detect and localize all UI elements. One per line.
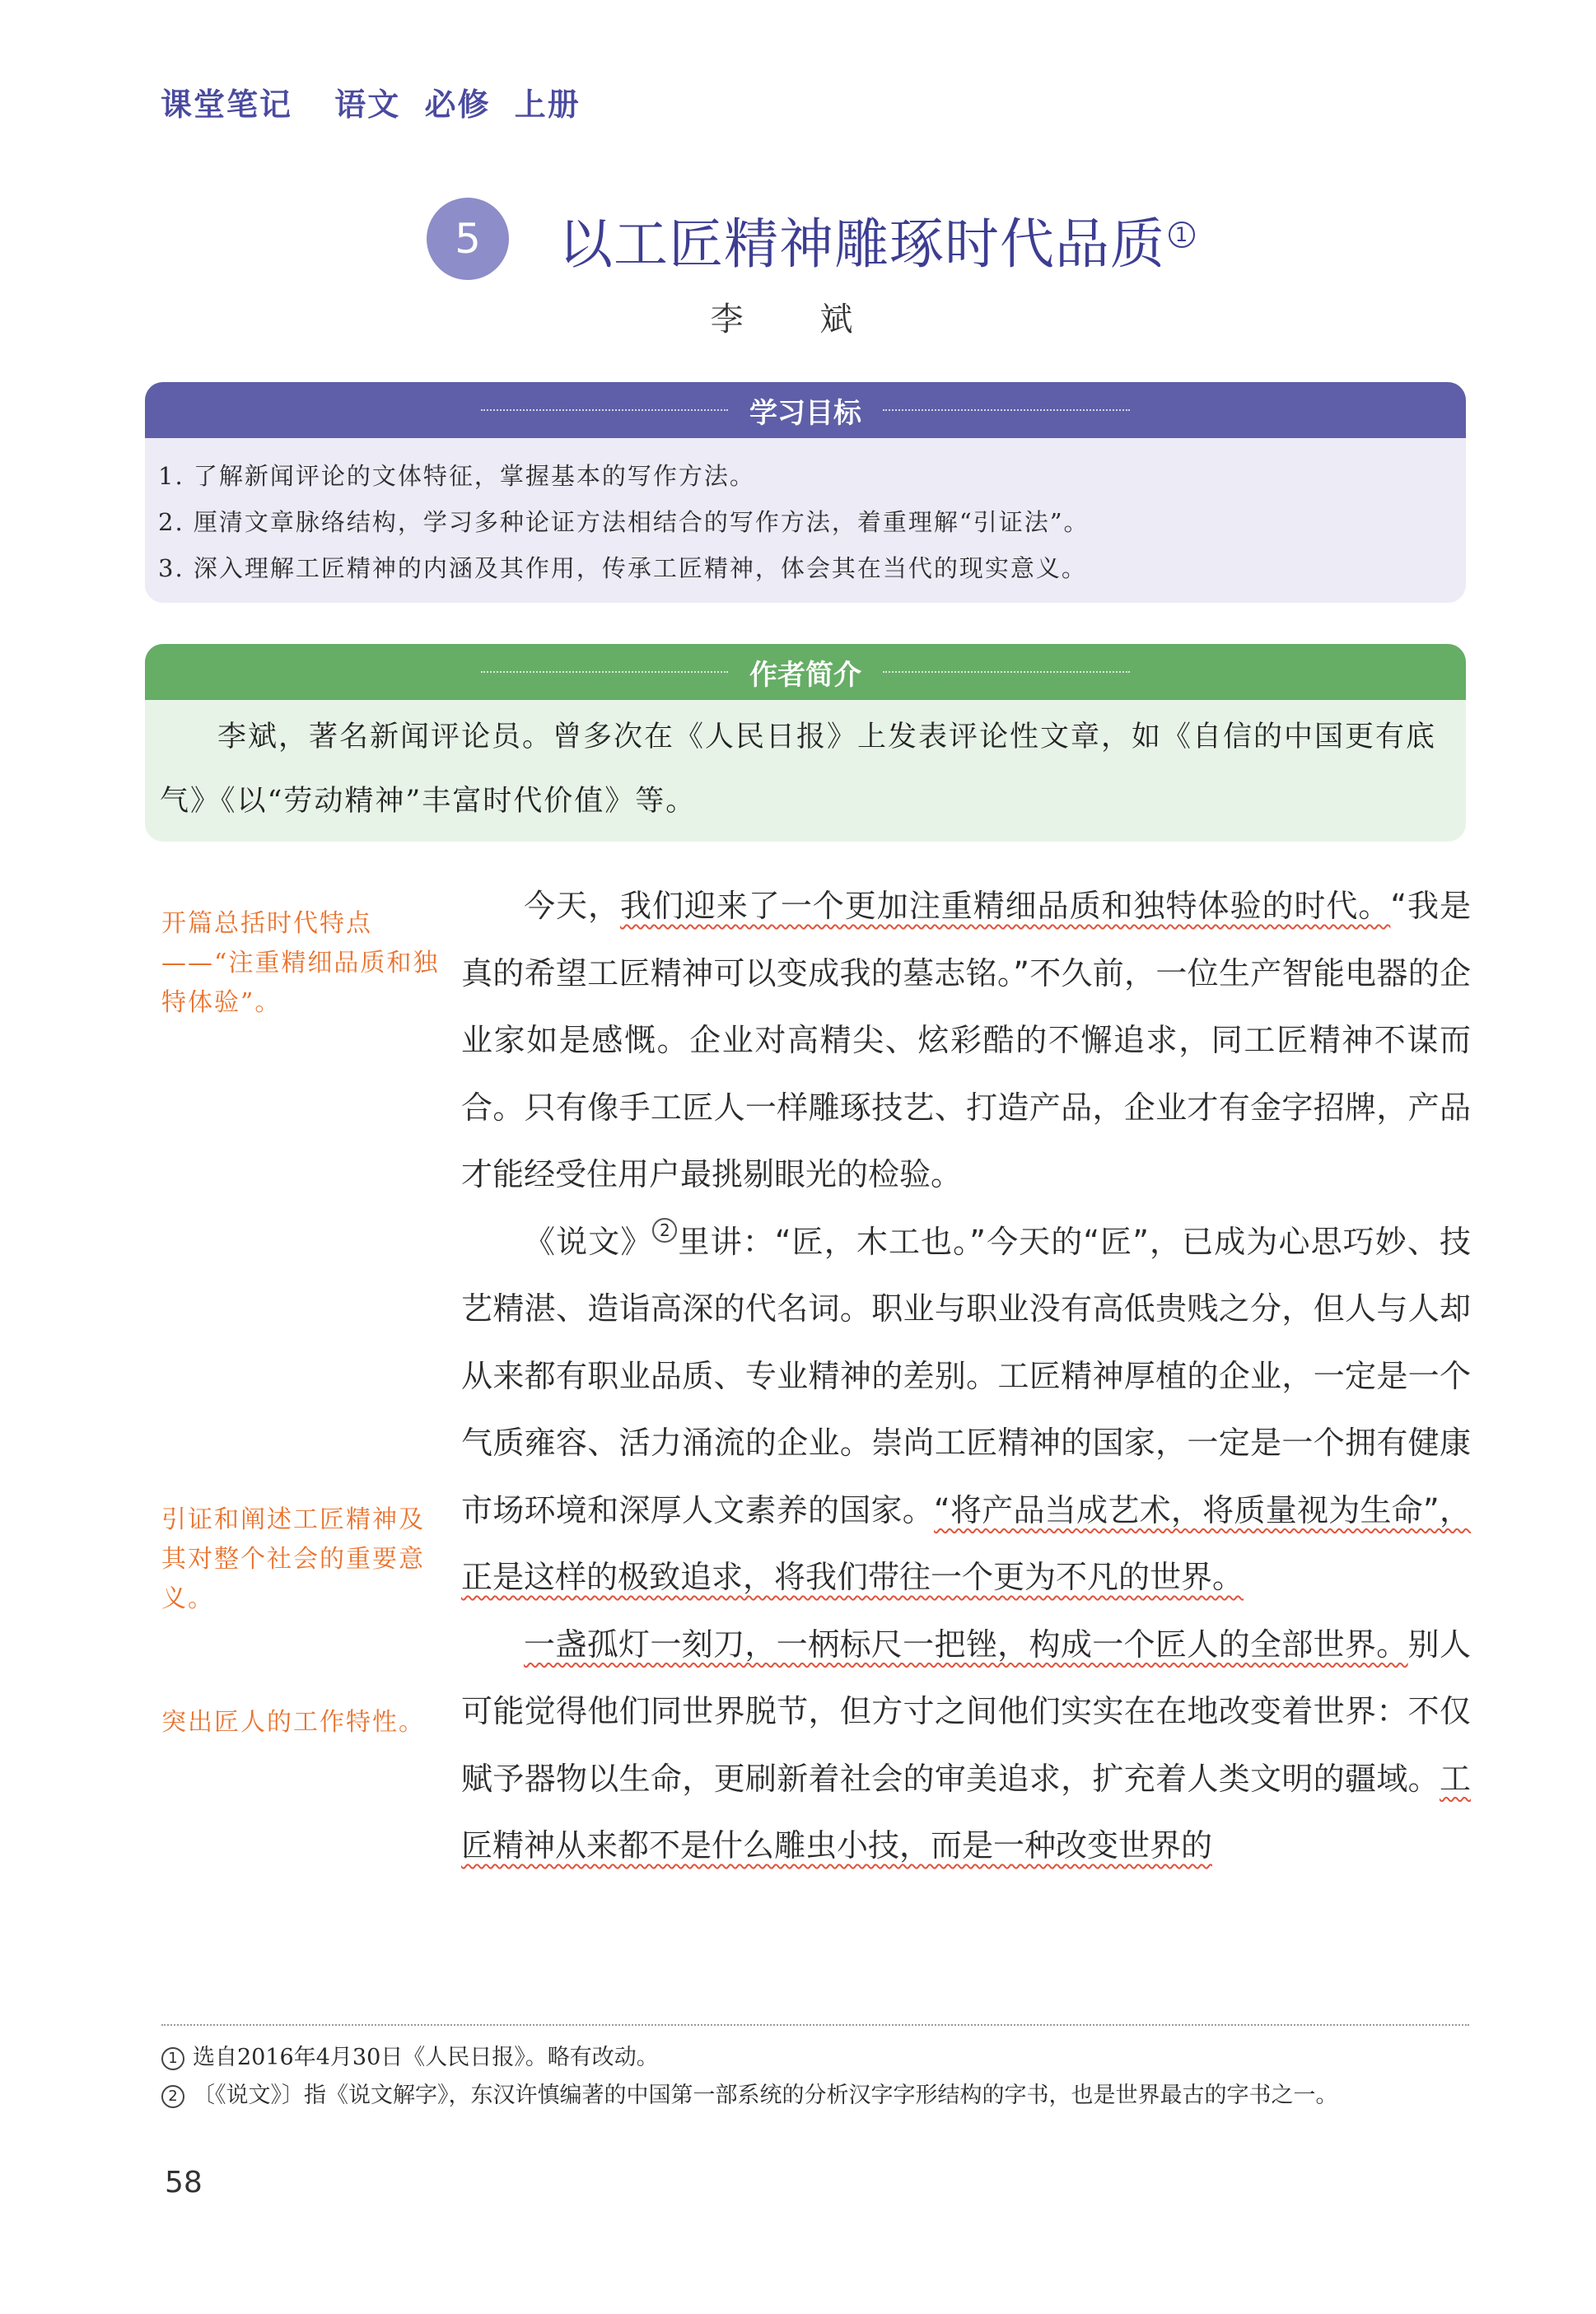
divider [481, 671, 728, 673]
underlined-text: 一盏孤灯一刻刀，一柄标尺一把锉，构成一个匠人的全部世界。 [524, 1626, 1408, 1663]
footnote-item [161, 2077, 1479, 2115]
learning-goal-item: 3. 深入理解工匠精神的内涵及其作用，传承工匠精神，体会其在当代的现实意义。 [158, 554, 1087, 582]
lesson-title-text: 以工匠精神雕琢时代品质 [558, 212, 1165, 276]
text-run: 里讲：“匠，木工也。”今天的“匠”，已成为心思巧妙、技艺精湛、造诣高深的代名词。职业与职业没有高低贵贱之分，但人与人却从来都有职业品质、专业精神的差别。工匠精神厚植的企业，一定是一个气质雍容、活力涌流的企业。崇尚工匠精神的国家，一定是一个拥有健康市场环境和深厚人文素养的国家。 [461, 1223, 1471, 1528]
underlined-text: 工匠精神从来都不是什么雕虫小技，而是一种改变世界的 [461, 1760, 1471, 1864]
learning-goals-heading: 学习目标 [749, 396, 861, 430]
lesson-number-badge: 5 [427, 198, 509, 280]
divider [883, 409, 1130, 411]
footnote-text: 选自2016年4月30日《人民日报》。略有改动。 [193, 2045, 659, 2070]
body-paragraph [461, 873, 1471, 1209]
learning-goals-box [145, 382, 1466, 603]
underlined-text: 我们迎来了一个更加注重精细品质和独特体验的时代。 [619, 888, 1391, 924]
footnote-text: 〔《说文》〕指《说文解字》，东汉许慎编著的中国第一部系统的分析汉字字形结构的字书，也是世界最古的字书之一。 [193, 2083, 1338, 2108]
learning-goal-item: 2. 厘清文章脉络结构，学习多种论证方法相结合的写作方法，着重理解“引证法”。 [158, 508, 1090, 536]
divider [481, 409, 728, 411]
lesson-title [558, 200, 1195, 278]
author-bio-box [145, 644, 1466, 842]
footnote-item [161, 2039, 1479, 2077]
text-run: 《说文》 [524, 1223, 653, 1260]
author-bio-heading: 作者简介 [749, 658, 861, 692]
header-subject: 语文 [334, 86, 401, 123]
author-name: 李 斌 [710, 301, 886, 338]
margin-note: 引证和阐述工匠精神及其对整个社会的重要意义。 [161, 1505, 425, 1613]
footnotes [161, 2039, 1479, 2115]
text-run: 今天， [524, 888, 620, 924]
underlined-text: “将产品当成艺术，将质量视为生命”，正是这样的极致追求，将我们带往一个更为不凡的世界。 [461, 1491, 1471, 1595]
learning-goals-header [145, 382, 1466, 438]
header-level: 必修 [424, 86, 491, 123]
header-volume: 上册 [514, 86, 581, 123]
text-run: “我是真的希望工匠精神可以变成我的墓志铭。”不久前，一位生产智能电器的企业家如是感慨。企业对高精尖、炫彩酷的不懈追求，同工匠精神不谋而合。只有像手工匠人一样雕琢技艺、打造产品，企业才有金字招牌，产品才能经受住用户最挑剔眼光的检验。 [461, 888, 1471, 1192]
title-footnote-marker[interactable]: 1 [1169, 222, 1195, 248]
footnote-number: 1 [161, 2047, 184, 2070]
learning-goals-list [145, 438, 1466, 591]
body-paragraph [461, 1209, 1471, 1612]
footnote-number: 2 [161, 2085, 184, 2108]
page-number: 58 [165, 2166, 203, 2200]
footnote-divider [161, 2024, 1469, 2026]
learning-goal-item: 1. 了解新闻评论的文体特征，掌握基本的写作方法。 [158, 462, 755, 490]
lesson-title-row [427, 198, 1195, 280]
author-bio-header [145, 644, 1466, 700]
author-bio-text: 李斌，著名新闻评论员。曾多次在《人民日报》上发表评论性文章，如《自信的中国更有底气》《以“劳动精神”丰富时代价值》等。 [160, 721, 1437, 818]
text-run: 别人可能觉得他们同世界脱节，但方寸之间他们实实在在地改变着世界：不仅赋予器物以生命，更刷新着社会的审美追求，扩充着人类文明的疆域。 [461, 1626, 1471, 1797]
margin-note: 突出匠人的工作特性。 [161, 1708, 425, 1737]
margin-note: 开篇总括时代特点——“注重精细品质和独特体验”。 [161, 909, 440, 1017]
running-header [161, 79, 610, 124]
article-body [461, 873, 1471, 1880]
divider [883, 671, 1130, 673]
footnote-marker[interactable]: 2 [652, 1218, 677, 1243]
header-book: 课堂笔记 [161, 86, 293, 123]
body-paragraph [461, 1612, 1471, 1880]
